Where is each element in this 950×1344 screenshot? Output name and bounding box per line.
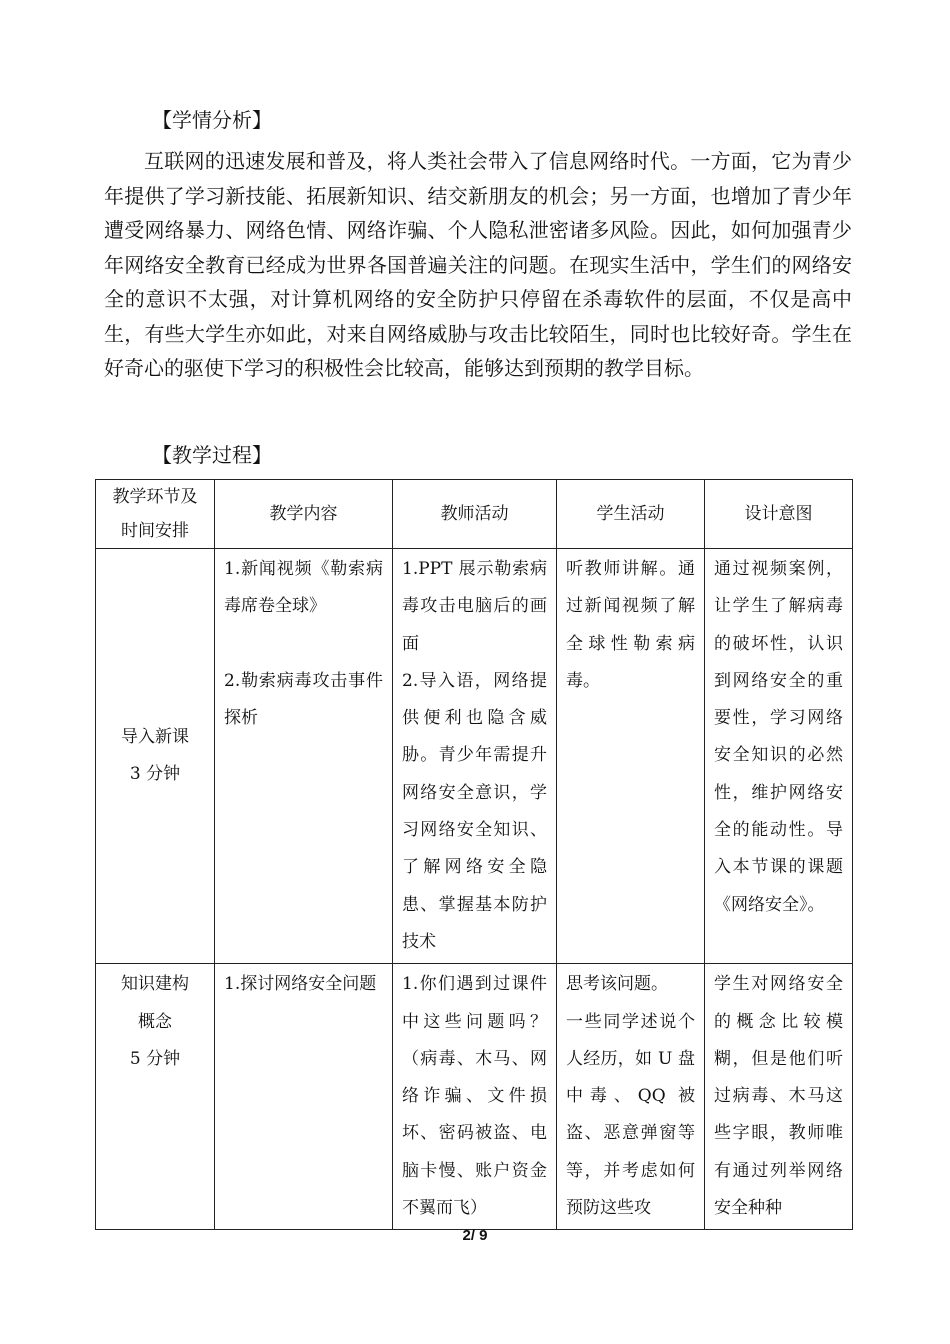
- teaching-process-table: [95, 479, 853, 1230]
- row2-content: 1.探讨网络安全问题: [215, 964, 393, 1230]
- learning-analysis-paragraph: 互联网的迅速发展和普及，将人类社会带入了信息网络时代。一方面，它为青少年提供了学习新技能、拓展新知识、结交新朋友的机会；另一方面，也增加了青少年遭受网络暴力、网络色情、网络诈骗、个人隐私泄密诸多风险。因此，如何加强青少年网络安全教育已经成为世界各国普遍关注的问题。在现实生活中，学生们的网络安全的意识不太强，对计算机网络的安全防护只停留在杀毒软件的层面，不仅是高中生，有些大学生亦如此，对来自网络威胁与攻击比较陌生，同时也比较好奇。学生在好奇心的驱使下学习的积极性会比较高，能够达到预期的教学目标。: [104, 149, 852, 380]
- table-row: [96, 549, 853, 964]
- table-row: [96, 964, 853, 1230]
- header-stage: 教学环节及 时间安排: [96, 480, 215, 549]
- table-header-row: [96, 480, 853, 549]
- header-content: 教学内容: [215, 480, 393, 549]
- row2-stage: 知识建构 概念 5 分钟: [96, 964, 215, 1230]
- page-number: 2/ 9: [462, 1227, 488, 1244]
- section-heading-teaching-process: 【教学过程】: [152, 443, 272, 467]
- header-design-intent: 设计意图: [705, 480, 853, 549]
- row1-teacher-activity: 1.PPT 展示勒索病毒攻击电脑后的画面 2.导入语，网络提供便利也隐含威胁。青少年需提升网络安全意识，学习网络安全知识、了解网络安全隐患、掌握基本防护技术: [393, 549, 557, 964]
- header-student-activity: 学生活动: [557, 480, 705, 549]
- row2-student-activity: 思考该问题。 一些同学述说个人经历，如 U 盘中毒、QQ 被盗、恶意弹窗等等，并考虑如何预防这些攻: [557, 964, 705, 1230]
- row1-student-activity: 听教师讲解。通过新闻视频了解全球性勒索病毒。: [557, 549, 705, 964]
- row1-stage: 导入新课 3 分钟: [96, 549, 215, 964]
- header-teacher-activity: 教师活动: [393, 480, 557, 549]
- row2-design-intent: 学生对网络安全的概念比较模糊，但是他们听过病毒、木马这些字眼，教师唯有通过列举网络安全种种: [705, 964, 853, 1230]
- row1-content: 1.新闻视频《勒索病毒席卷全球》 2.勒索病毒攻击事件探析: [215, 549, 393, 964]
- section-heading-learning-analysis: 【学情分析】: [152, 108, 272, 132]
- row2-teacher-activity: 1.你们遇到过课件中这些问题吗？（病毒、木马、网络诈骗、文件损坏、密码被盗、电脑卡慢、账户资金不翼而飞）: [393, 964, 557, 1230]
- row1-design-intent: 通过视频案例，让学生了解病毒的破坏性，认识到网络安全的重要性，学习网络安全知识的必然性，维护网络安全的能动性。导入本节课的课题《网络安全》。: [705, 549, 853, 964]
